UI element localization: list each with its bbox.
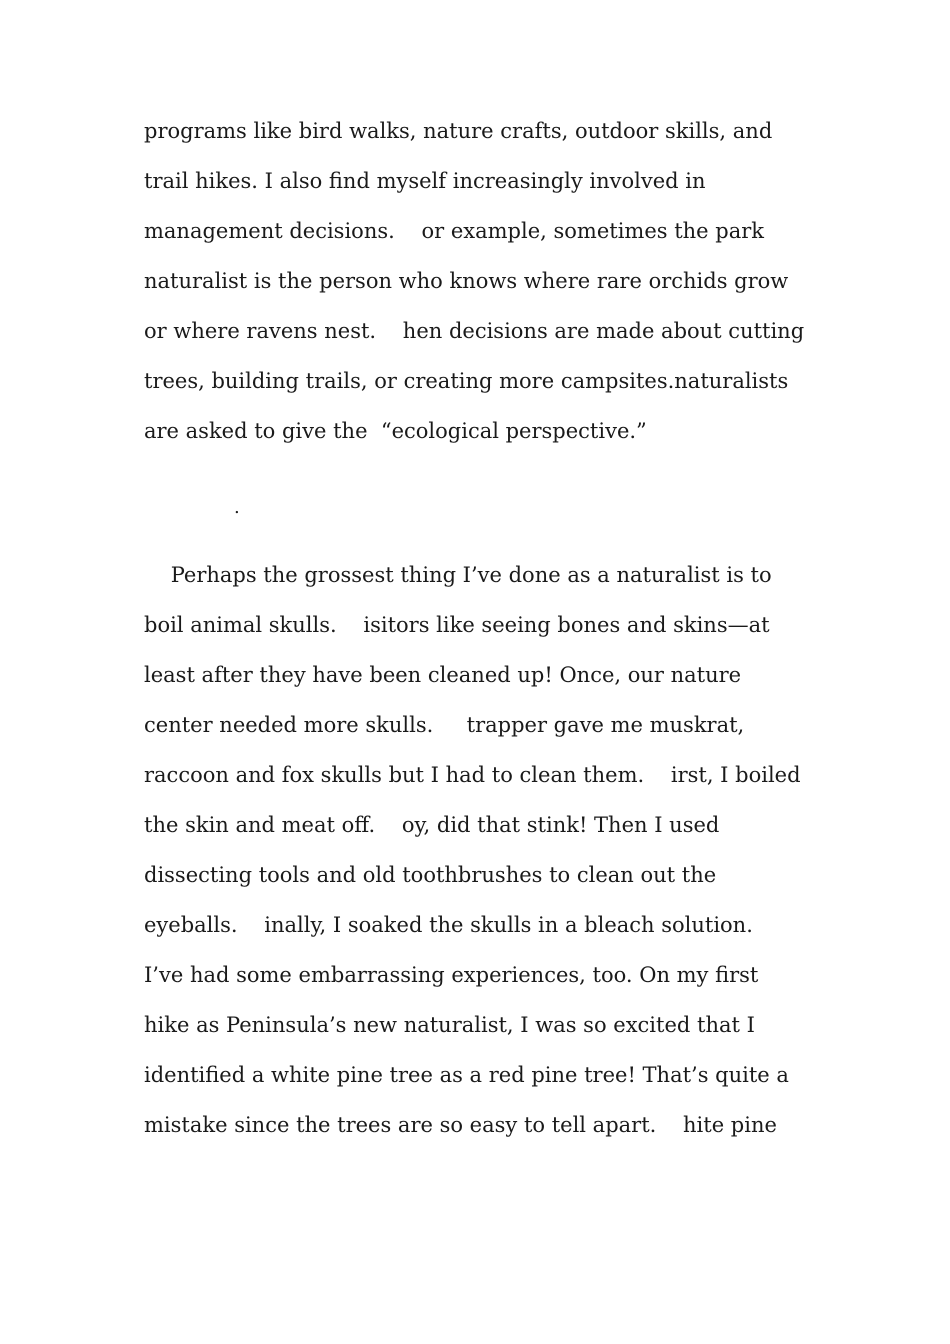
text-line: are asked to give the “ecological perspective.” xyxy=(144,419,647,443)
text-line: I’ve had some embarrassing experiences, too. On my first xyxy=(144,963,759,987)
text-line: center needed more skulls. trapper gave me muskrat, xyxy=(144,713,745,737)
text-line: least after they have been cleaned up! Once, our nature xyxy=(144,663,742,687)
text-line: identified a white pine tree as a red pine tree! That’s quite a xyxy=(144,1063,789,1087)
text-line: mistake since the trees are so easy to tell apart. hite pine xyxy=(144,1113,777,1137)
text-line: naturalist is the person who knows where rare orchids grow xyxy=(144,269,789,293)
text-line: hike as Peninsula’s new naturalist, I was so excited that I xyxy=(144,1013,755,1037)
text-line: programs like bird walks, nature crafts, outdoor skills, and xyxy=(144,119,773,143)
text-line: boil animal skulls. isitors like seeing bones and skins—at xyxy=(144,613,770,637)
text-line: or where ravens nest. hen decisions are made about cutting xyxy=(144,319,805,343)
text-line: raccoon and fox skulls but I had to clean them. irst, I boiled xyxy=(144,763,801,787)
text-line: Perhaps the grossest thing I’ve done as a naturalist is to xyxy=(144,563,772,587)
separator-mark: . xyxy=(234,497,240,518)
text-line: the skin and meat off. oy, did that stink! Then I used xyxy=(144,813,720,837)
text-line: dissecting tools and old toothbrushes to clean out the xyxy=(144,863,717,887)
text-line: eyeballs. inally, I soaked the skulls in a bleach solution. xyxy=(144,913,753,937)
text-line: trees, building trails, or creating more campsites.naturalists xyxy=(144,369,789,393)
text-line: management decisions. or example, sometimes the park xyxy=(144,219,764,243)
text-line: trail hikes. I also find myself increasingly involved in xyxy=(144,169,706,193)
